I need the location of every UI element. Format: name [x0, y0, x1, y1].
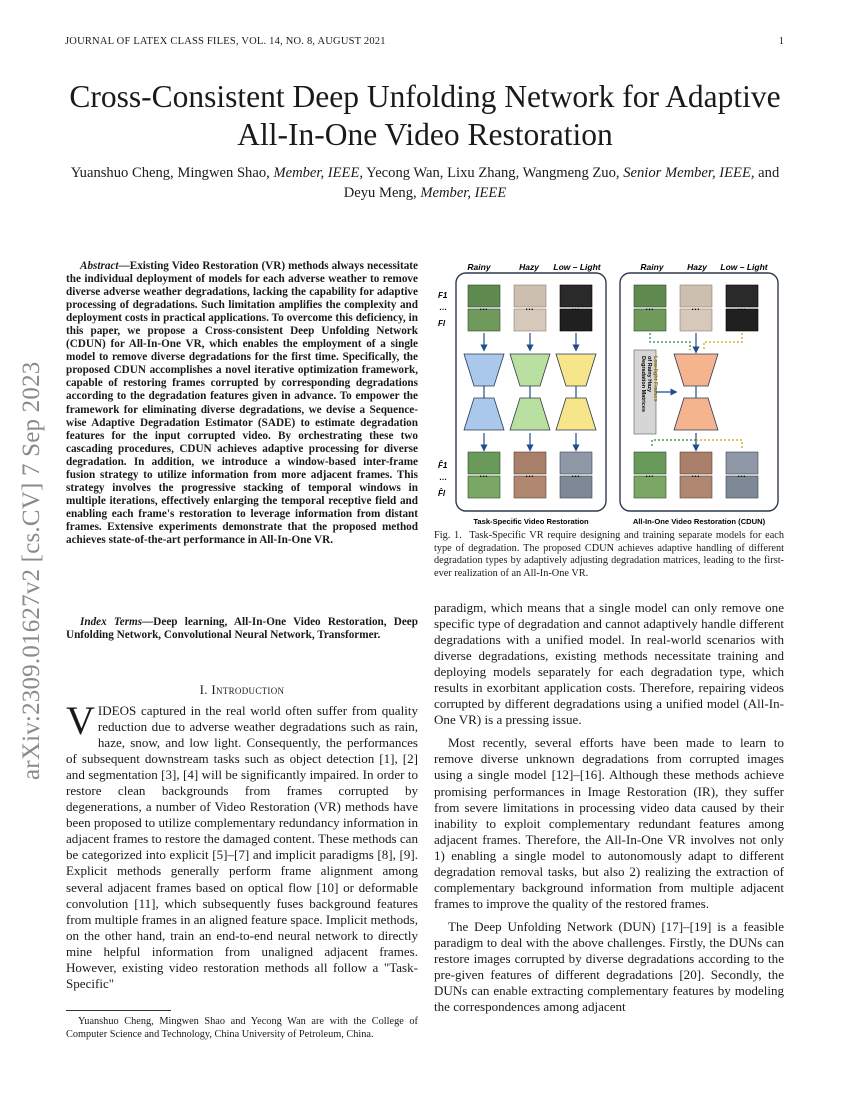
author-membership-1: Member, IEEE, [273, 165, 364, 181]
model-yellow [556, 354, 596, 430]
figure-1 [434, 258, 784, 528]
author-membership-2: Senior Member, IEEE, [623, 165, 755, 181]
caption-label: Fig. 1. [434, 530, 462, 541]
svg-text:…: … [737, 302, 746, 312]
abstract [66, 260, 418, 547]
svg-text:…: … [645, 469, 654, 479]
footnote-divider [66, 1010, 171, 1011]
author-membership-3: Member, IEEE [420, 185, 507, 201]
svg-text:…: … [691, 469, 700, 479]
svg-text:…: … [691, 302, 700, 312]
row-label-dots-bottom: … [439, 473, 447, 482]
section-title: Introduction [211, 682, 285, 697]
footnote-text: Yuanshuo Cheng, Mingwen Shao and Yecong Wan are with the College of Computer Science and Technology, China University of Petroleum, China. [66, 1016, 418, 1040]
arxiv-identifier[interactable]: arXiv:2309.01627v2 [cs.CV] 7 Sep 2023 [18, 361, 45, 780]
journal-header: JOURNAL OF LATEX CLASS FILES, VOL. 14, NO. 8, AUGUST 2021 [65, 36, 386, 47]
model-green [510, 354, 550, 430]
author-group-1: Yuanshuo Cheng, Mingwen Shao, [70, 165, 270, 181]
right-label-rainy: Rainy [640, 262, 664, 272]
section-numeral: I. [199, 682, 208, 697]
model-blue [464, 354, 504, 430]
svg-text:…: … [479, 469, 488, 479]
paragraph-dun: The Deep Unfolding Network (DUN) [17]–[19] is a feasible paradigm to deal with the above challenges. Firstly, the DUNs can restore images corrupted by diverse degradations according to the pre-given features of different degradations [20]. Secondly, the DUNs can enable extracting complementary features by modeling the correspondences among adjacent [434, 918, 784, 1015]
svg-text:…: … [525, 302, 534, 312]
right-label-lowlight: Low – Light [720, 262, 768, 272]
index-terms-text: —Deep learning, All-In-One Video Restoration, Deep Unfolding Network, Convolutional Neural Network, Transformer. [66, 616, 418, 642]
right-label-hazy: Hazy [687, 262, 707, 272]
author-group-2: Yecong Wan, Lixu Zhang, Wangmeng Zuo, [366, 165, 620, 181]
affiliation-footnote [66, 1016, 418, 1041]
section-heading-introduction [66, 682, 418, 698]
row-label-fl: Fl [438, 319, 446, 328]
left-label-rainy: Rainy [467, 262, 491, 272]
abstract-label: Abstract [80, 260, 119, 272]
matrix-label-1: Degradation Matrices [640, 356, 646, 412]
left-label-hazy: Hazy [519, 262, 539, 272]
row-label-out-fl: F̂l [438, 489, 446, 498]
introduction-body [66, 698, 418, 992]
drop-cap: V [66, 698, 95, 743]
left-label-lowlight: Low – Light [553, 262, 601, 272]
author-list [65, 163, 785, 203]
svg-text:…: … [571, 469, 580, 479]
matrix-label-3: Low-light Frames [652, 356, 658, 402]
cdun-model [674, 354, 718, 430]
page-number: 1 [778, 36, 784, 47]
paragraph-recent-efforts: Most recently, several efforts have been made to learn to remove diverse unknown degradations from corrupted images using a single model [12]–[16]. Although these methods achieve promising performances in Image Restoration (IR), they suffer from severe limitations in processing video data caused by their inability to exploit complementary redundant features among adjacent frames. Therefore, the All-In-One VR involves not only 1) enabling a single model to autonomously adapt to different degradation removal tasks, but also 2) realizing the extraction of complementary background information from multiple adjacent frames to improve the quality of the restored frames. [434, 735, 784, 911]
right-column-body [434, 600, 784, 1022]
svg-text:…: … [737, 469, 746, 479]
svg-text:…: … [645, 302, 654, 312]
svg-text:…: … [525, 469, 534, 479]
index-terms [66, 616, 418, 642]
right-panel-caption: All-In-One Video Restoration (CDUN) [632, 517, 766, 526]
row-label-f1: F1 [438, 291, 448, 300]
paragraph-continued: paradigm, which means that a single model can only remove one specific type of degradation and cannot adaptively handle different degradations with a unified model. In real-world scenarios with diverse degradations, existing methods necessitate training and deploying models separately for each degradation type, which results in exorbitant application costs. Therefore, repairing videos corrupted by different degradations using a unified model (All-In-One VR) is a pressing issue. [434, 600, 784, 728]
svg-text:…: … [571, 302, 580, 312]
intro-paragraph-1: IDEOS captured in the real world often suffer from quality reduction due to adverse weather degradations such as rain, haze, snow, and low light. Consequently, the performances of subsequent downstream tasks such as object detection [1], [2] and segmentation [3], [4] will be significantly impaired. In order to restore clean backgrounds from frames corrupted by degenerations, a number of Video Restoration (VR) methods have been proposed to utilize complementary redundancy information in adjacent frames to restore the damaged content. These methods can be categorized into explicit [5]–[7] and implicit paradigms [8], [9]. Explicit methods generally perform frame alignment among several adjacent frames based on optical flow [10] or deformable convolution [11], which subsequently fuses background features from multiple frames in an aligned feature space. Implicit methods, on the other hand, train an end-to-end neural network to directly mine helpful information from unaligned adjacent frames. However, existing video restoration methods all follow a "Task-Specific" [66, 703, 418, 991]
left-panel-caption: Task-Specific Video Restoration [473, 517, 589, 526]
svg-text:…: … [479, 302, 488, 312]
index-terms-label: Index Terms [80, 616, 143, 628]
abstract-text: —Existing Video Restoration (VR) methods always necessitate the individual deployment of models for each adverse weather to remove diverse adverse weather degradations, lacking the capability for adaptive processing of degradations. Such limitation amplifies the complexity and deployment costs in practical applications. To overcome this deficiency, in this paper, we propose a Cross-consistent Deep Unfolding Network (CDUN) for All-In-One VR, which enables the employment of a single model to remove diverse degradations for the first time. Specifically, the proposed CDUN accomplishes a novel iterative optimization framework, capable of restoring frames corrupted by corresponding degradations according to the degradation features given in advance. To empower the framework for eliminating diverse degradations, we devise a Sequence-wise Adaptive Degradation Estimator (SADE) to estimate degradation features for the input corrupted video. By orchestrating these two cascading procedures, CDUN achieves adaptive processing for diverse degradation. In addition, we introduce a window-based inter-frame fusion strategy to utilize information from more adjacent frames. This strategy involves the progressive stacking of temporal windows in multiple iterations, effectively enlarging the temporal receptive field and enabling each frame's restoration to leverage information from distant frames. Extensive experiments demonstrate that the proposed method achieves state-of-the-art performance in All-In-One VR. [66, 260, 418, 546]
row-label-out-f1: F̂1 [438, 461, 448, 470]
figure-1-caption [434, 530, 784, 580]
caption-text: Task-Specific VR require designing and training separate models for each type of degradation. The proposed CDUN achieves adaptive handling of different degradation types by adaptively adjusting degradation matrices, leading to the first-ever realization of an All-In-One VR. [434, 530, 784, 579]
paper-title: Cross-Consistent Deep Unfolding Network for Adaptive All-In-One Video Restoration [69, 79, 781, 152]
row-label-dots-top: … [439, 303, 447, 312]
author-group-3: and Deyu Meng, [343, 165, 780, 201]
matrix-label-2: of Rainy Hazy [646, 356, 652, 393]
